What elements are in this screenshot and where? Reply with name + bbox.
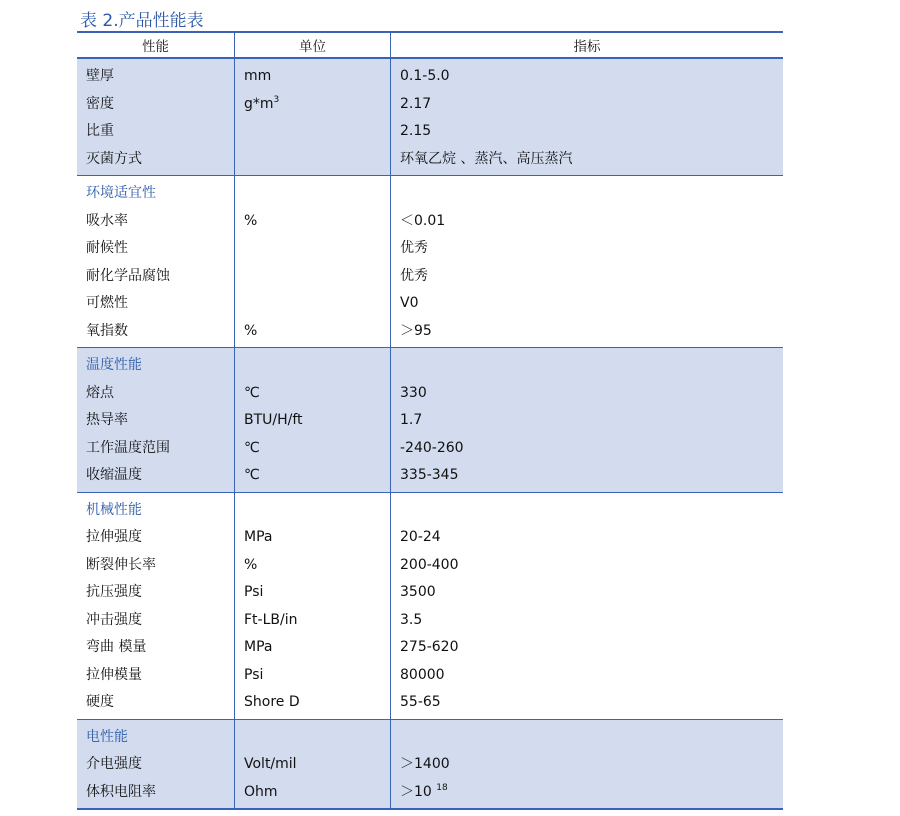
table-section: [77, 348, 783, 493]
unit-column: [234, 59, 390, 175]
value-column: [390, 348, 783, 492]
value-column: [390, 59, 783, 175]
cell-value: [391, 407, 783, 435]
cell-value: [391, 751, 783, 779]
property-text: 吸水率: [86, 212, 128, 229]
cell-value: [391, 552, 783, 580]
cell-unit: [235, 751, 390, 779]
empty-cell: [391, 497, 783, 525]
cell-property: [77, 579, 234, 607]
value-superscript: 18: [436, 782, 448, 793]
cell-property: [77, 435, 234, 463]
cell-unit: [235, 524, 390, 552]
cell-unit: [235, 63, 390, 91]
cell-unit: [235, 407, 390, 435]
property-text: 工作温度范围: [86, 439, 170, 456]
cell-value: [391, 290, 783, 318]
cell-property: [77, 290, 234, 318]
header-value: 指标: [390, 33, 783, 57]
cell-unit: [235, 208, 390, 236]
cell-value: [391, 380, 783, 408]
value-text: 优秀: [400, 267, 428, 284]
empty-cell: [235, 180, 390, 208]
unit-text: %: [244, 556, 258, 573]
cell-property: [77, 146, 234, 174]
property-text: 氧指数: [86, 322, 128, 339]
cell-value: [391, 462, 783, 490]
property-text: 介电强度: [86, 756, 142, 772]
cell-unit: [235, 462, 390, 490]
header-property: 性能: [142, 39, 169, 55]
property-text: 拉伸强度: [86, 529, 142, 545]
unit-text: BTU/H/ft: [244, 412, 303, 428]
cell-unit: [235, 263, 390, 291]
cell-property: [77, 462, 234, 490]
cell-unit: [235, 146, 390, 174]
unit-text: ℃: [244, 467, 260, 483]
empty-cell: [235, 352, 390, 380]
cell-unit: [235, 607, 390, 635]
unit-text: Volt/mil: [244, 756, 297, 772]
cell-property: [77, 634, 234, 662]
cell-unit: [235, 118, 390, 146]
property-column: [77, 493, 234, 719]
property-column: [77, 348, 234, 492]
value-text: 55-65: [400, 694, 441, 710]
value-text: ＞95: [400, 322, 432, 339]
cell-unit: [235, 235, 390, 263]
cell-unit: [235, 552, 390, 580]
cell-property: [77, 524, 234, 552]
cell-value: [391, 634, 783, 662]
value-column: [390, 720, 783, 809]
cell-property: [77, 380, 234, 408]
cell-property: [77, 779, 234, 807]
property-text: 断裂伸长率: [86, 556, 156, 573]
cell-unit: [235, 91, 390, 119]
cell-value: [391, 146, 783, 174]
empty-cell: [235, 724, 390, 752]
unit-text: ℃: [244, 384, 260, 401]
cell-property: [77, 118, 234, 146]
table-header: [77, 31, 783, 59]
property-text: 弯曲 模量: [86, 639, 147, 655]
property-text: 收缩温度: [86, 467, 142, 483]
value-text: ＜0.01: [400, 212, 446, 229]
value-text: 275-620: [400, 639, 459, 655]
property-text: 冲击强度: [86, 611, 142, 628]
property-text: 耐化学品腐蚀: [86, 267, 170, 284]
property-text: 拉伸模量: [86, 666, 142, 683]
cell-value: [391, 263, 783, 291]
unit-text: mm: [244, 68, 272, 84]
cell-value: [391, 208, 783, 236]
cell-unit: [235, 779, 390, 807]
cell-property: [77, 607, 234, 635]
cell-unit: [235, 318, 390, 346]
section-title: 机械性能: [86, 501, 142, 518]
empty-cell: [235, 497, 390, 525]
property-text: 体积电阻率: [86, 783, 156, 800]
unit-column: [234, 493, 390, 719]
value-column: [390, 493, 783, 719]
value-text: 0.1-5.0: [400, 68, 450, 84]
property-text: 熔点: [86, 384, 114, 401]
properties-table: [77, 31, 783, 810]
value-text: 3500: [400, 584, 436, 600]
value-text: ＞1400: [400, 756, 450, 772]
cell-value: [391, 435, 783, 463]
property-text: 壁厚: [86, 68, 114, 84]
value-text: V0: [400, 295, 419, 311]
cell-value: [391, 689, 783, 717]
cell-property: [77, 318, 234, 346]
unit-column: [234, 348, 390, 492]
unit-text: ℃: [244, 439, 260, 456]
cell-unit: [235, 380, 390, 408]
cell-property: [77, 208, 234, 236]
cell-property: [77, 263, 234, 291]
value-text: 330: [400, 384, 427, 401]
unit-text: g*m: [244, 95, 274, 112]
value-text: 2.17: [400, 95, 432, 112]
table-section: [77, 493, 783, 720]
property-text: 比重: [86, 123, 114, 139]
unit-text: Ohm: [244, 783, 278, 800]
cell-value: [391, 662, 783, 690]
unit-text: Psi: [244, 666, 264, 683]
unit-text: MPa: [244, 529, 273, 545]
cell-property: [77, 407, 234, 435]
cell-unit: [235, 662, 390, 690]
property-text: 热导率: [86, 412, 128, 428]
header-unit: 单位: [234, 33, 390, 57]
cell-property: [77, 235, 234, 263]
value-text: 优秀: [400, 240, 428, 256]
value-text: 环氧乙烷 、蒸汽、高压蒸汽: [400, 150, 573, 167]
table-section: [77, 176, 783, 348]
cell-value: [391, 91, 783, 119]
cell-value: [391, 607, 783, 635]
property-column: [77, 176, 234, 347]
cell-property: [77, 552, 234, 580]
property-column: [77, 720, 234, 809]
cell-value: [391, 579, 783, 607]
section-title: 环境适宜性: [86, 185, 156, 201]
property-text: 灭菌方式: [86, 150, 142, 167]
value-text: 3.5: [400, 611, 423, 628]
cell-property: [77, 662, 234, 690]
unit-text: Psi: [244, 584, 264, 600]
empty-cell: [391, 180, 783, 208]
cell-property: [77, 91, 234, 119]
value-text: 2.15: [400, 123, 432, 139]
section-title: 温度性能: [86, 357, 142, 373]
table-section: [77, 59, 783, 176]
cell-property: [77, 751, 234, 779]
cell-value: [391, 118, 783, 146]
value-text: -240-260: [400, 439, 464, 456]
cell-unit: [235, 689, 390, 717]
cell-property: [77, 689, 234, 717]
value-text: 20-24: [400, 529, 441, 545]
cell-unit: [235, 435, 390, 463]
unit-superscript: 3: [273, 94, 280, 105]
value-text: 80000: [400, 666, 445, 683]
cell-unit: [235, 579, 390, 607]
value-text: 1.7: [400, 412, 423, 428]
value-column: [390, 176, 783, 347]
cell-value: [391, 318, 783, 346]
unit-column: [234, 720, 390, 809]
cell-value: [391, 235, 783, 263]
table-section: [77, 720, 783, 811]
empty-cell: [391, 724, 783, 752]
cell-unit: [235, 290, 390, 318]
cell-unit: [235, 634, 390, 662]
cell-value: [391, 63, 783, 91]
unit-text: Shore D: [244, 694, 300, 710]
empty-cell: [391, 352, 783, 380]
cell-property: [77, 63, 234, 91]
cell-value: [391, 779, 783, 807]
property-text: 抗压强度: [86, 584, 142, 600]
cell-value: [391, 524, 783, 552]
value-text: ＞10: [400, 783, 437, 800]
property-text: 可燃性: [86, 295, 128, 311]
section-title: 电性能: [86, 728, 128, 745]
unit-text: %: [244, 322, 258, 339]
property-text: 密度: [86, 95, 114, 112]
property-text: 耐候性: [86, 240, 128, 256]
unit-text: %: [244, 212, 258, 229]
unit-column: [234, 176, 390, 347]
unit-text: Ft-LB/in: [244, 611, 298, 628]
unit-text: MPa: [244, 639, 273, 655]
property-text: 硬度: [86, 694, 114, 710]
value-text: 200-400: [400, 556, 459, 573]
table-title: 表 2.产品性能表: [80, 11, 204, 31]
value-text: 335-345: [400, 467, 459, 483]
property-column: [77, 59, 234, 175]
